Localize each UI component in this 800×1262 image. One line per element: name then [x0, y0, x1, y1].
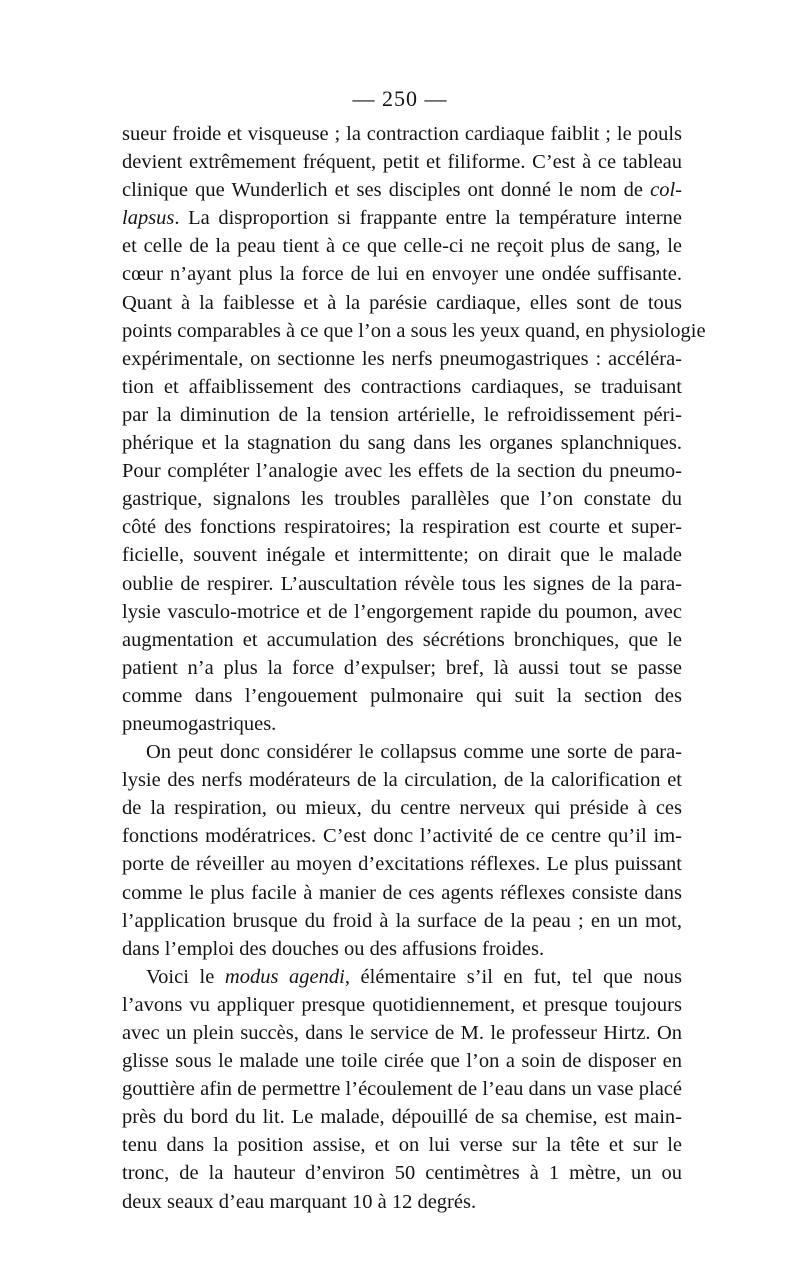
text-line [122, 1019, 682, 1047]
text-line [122, 204, 682, 232]
text-segment: Pour compléter l’analogie avec les effets de la section du pneumo- [122, 460, 682, 483]
text-line [122, 429, 682, 457]
text-segment: Quant à la faiblesse et à la parésie cardiaque, elles sont de tous [122, 291, 682, 314]
text-segment: deux seaux d’eau marquant 10 à 12 degrés. [122, 1190, 477, 1213]
text-line [122, 260, 682, 288]
text-segment: gastrique, signalons les troubles parallèles que l’on constate du [122, 488, 682, 511]
text-line [122, 120, 682, 148]
text-line [122, 1047, 682, 1075]
text-line [122, 289, 682, 317]
text-segment: dans l’emploi des douches ou des affusions froides. [122, 937, 545, 960]
text-segment: et celle de la peau tient à ce que celle-ci ne reçoit plus de sang, le [122, 235, 682, 258]
text-segment: porte de réveiller au moyen d’excitations réflexes. Le plus puissant [122, 853, 682, 876]
text-segment: tronc, de la hauteur d’environ 50 centimètres à 1 mètre, un ou [122, 1162, 682, 1185]
text-segment: phérique et la stagnation du sang dans les organes splanchniques. [122, 432, 682, 455]
text-line [122, 935, 682, 963]
text-segment: cœur n’ayant plus la force de lui en envoyer une ondée suffisante. [122, 263, 682, 286]
text-line [122, 738, 682, 766]
text-segment: sueur froide et visqueuse ; la contraction cardiaque faiblit ; le pouls [122, 123, 682, 145]
text-line [122, 850, 682, 878]
text-line [122, 710, 682, 738]
text-segment: gouttière afin de permettre l’écoulement de l’eau dans un vase placé [122, 1078, 682, 1101]
text-segment: lysie des nerfs modérateurs de la circulation, de la calorification et [122, 769, 682, 792]
text-line [122, 1188, 682, 1216]
text-line [122, 1075, 682, 1103]
page-number: — 250 — [352, 86, 448, 111]
text-line [122, 1159, 682, 1187]
text-segment: avec un plein succès, dans le service de M. le professeur Hirtz. On [122, 1022, 682, 1044]
text-segment: lysie vasculo-motrice et de l’engorgement rapide du poumon, avec [122, 600, 682, 623]
text-segment: comme le plus facile à manier de ces agents réflexes consiste dans [122, 881, 682, 904]
text-segment: augmentation et accumulation des sécrétions bronchiques, que le [122, 628, 682, 651]
text-line [122, 626, 682, 654]
text-line [122, 1103, 682, 1131]
text-segment: près du bord du lit. Le malade, dépouillé de sa chemise, est main- [122, 1106, 682, 1129]
text-segment: oublie de respirer. L’auscultation révèle tous les signes de la para- [122, 572, 682, 595]
text-line [122, 963, 682, 991]
text-line [122, 513, 682, 541]
text-segment: glisse sous le malade une toile cirée que l’on a soin de disposer en [122, 1050, 682, 1073]
text-line [122, 176, 682, 204]
text-line [122, 148, 682, 176]
text-segment: clinique que Wunderlich et ses disciples ont donné le nom de [122, 179, 651, 202]
text-line [122, 1131, 682, 1159]
text-line [122, 541, 682, 569]
text-line [122, 345, 682, 373]
text-line [122, 766, 682, 794]
text-line [122, 317, 706, 345]
text-line [122, 401, 682, 429]
text-line [122, 991, 682, 1019]
text-segment: patient n’a plus la force d’expulser; bref, là aussi tout se passe [122, 656, 682, 679]
text-segment: par la diminution de la tension artérielle, le refroidissement péri- [122, 403, 682, 426]
text-segment: On peut donc considérer le collapsus comme une sorte de para- [146, 741, 682, 764]
text-segment: . La disproportion si frappante entre la température interne [174, 207, 682, 230]
text-segment: côté des fonctions respiratoires; la respiration est courte et super- [122, 516, 682, 539]
text-segment: , élémentaire s’il en fut, tel que nous [344, 965, 682, 988]
paragraph [122, 963, 682, 1216]
text-segment: tenu dans la position assise, et on lui verse sur la tête et sur le [122, 1134, 682, 1157]
text-segment: points comparables à ce que l’on a sous les yeux quand, en physiologie [122, 319, 706, 342]
paragraph [122, 120, 706, 738]
text-line [122, 822, 682, 850]
italic-text: modus agendi [224, 965, 345, 988]
text-line [122, 794, 682, 822]
text-segment: de la respiration, ou mieux, du centre nerveux qui préside à ces [122, 797, 682, 820]
text-line [122, 373, 682, 401]
text-segment: l’avons vu appliquer presque quotidiennement, et presque toujours [122, 993, 682, 1016]
text-line [122, 570, 682, 598]
body-text [122, 120, 706, 1216]
text-segment: Voici le [146, 965, 225, 988]
text-segment: comme dans l’engouement pulmonaire qui suit la section des [122, 684, 682, 707]
text-line [122, 232, 682, 260]
text-segment: l’application brusque du froid à la surface de la peau ; en un mot, [122, 909, 682, 932]
text-line [122, 485, 682, 513]
text-line [122, 879, 682, 907]
text-line [122, 457, 682, 485]
text-line [122, 907, 682, 935]
italic-text: col- [650, 179, 682, 202]
text-segment: devient extrêmement fréquent, petit et filiforme. C’est à ce tableau [122, 151, 682, 174]
text-segment: pneumogastriques. [122, 712, 277, 735]
paragraph [122, 738, 682, 963]
text-segment: fonctions modératrices. C’est donc l’activité de ce centre qu’il im- [122, 825, 682, 848]
text-segment: expérimentale, on sectionne les nerfs pneumogastriques : accéléra- [122, 347, 682, 370]
text-segment: ficielle, souvent inégale et intermittente; on dirait que le malade [122, 544, 682, 567]
text-segment: tion et affaiblissement des contractions cardiaques, se traduisant [122, 375, 682, 398]
text-line [122, 598, 682, 626]
italic-text: lapsus [122, 207, 175, 230]
text-line [122, 654, 682, 682]
text-line [122, 682, 682, 710]
